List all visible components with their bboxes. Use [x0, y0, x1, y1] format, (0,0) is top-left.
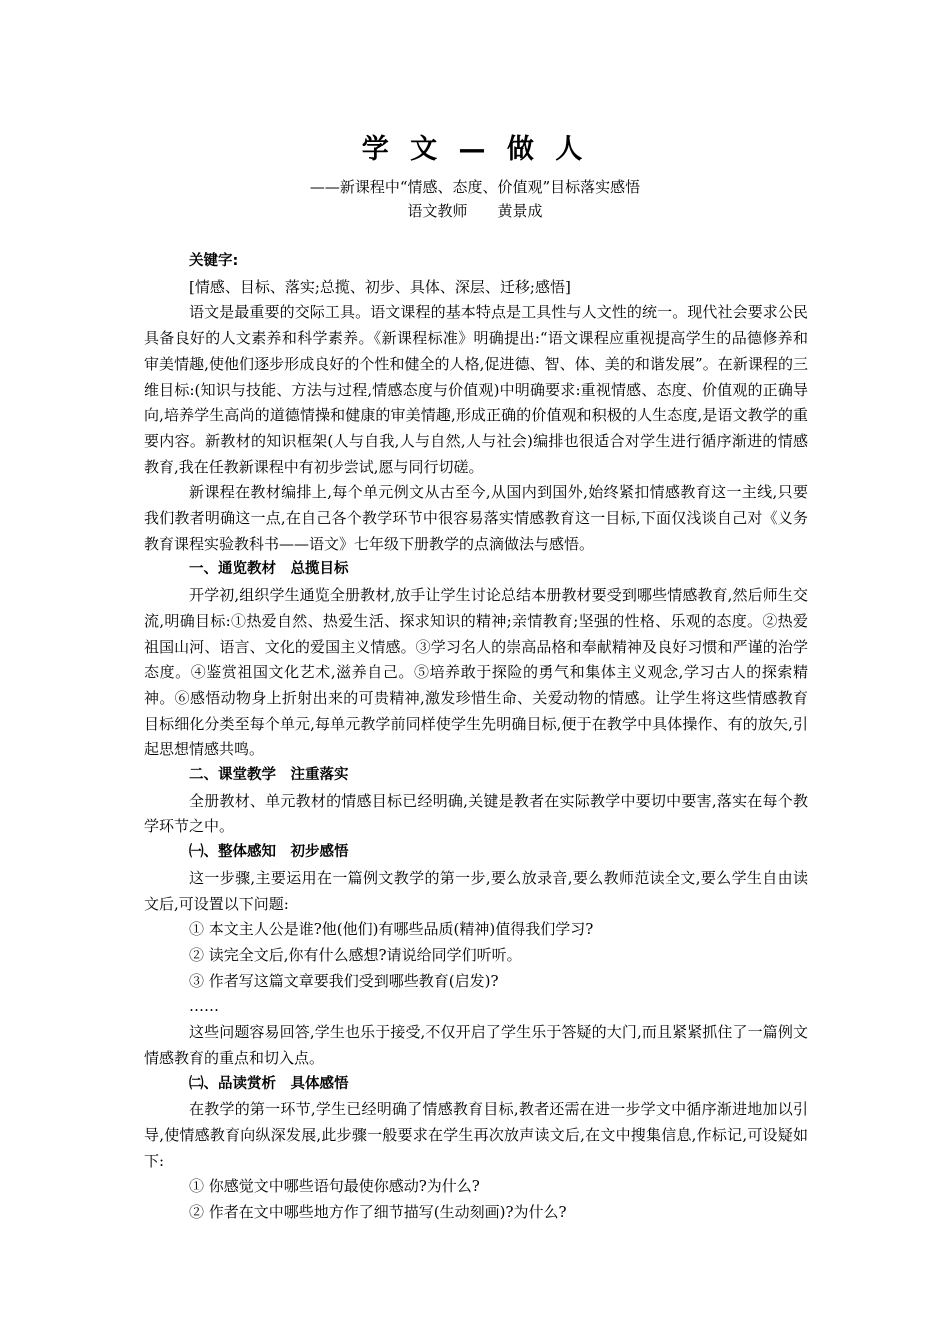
list-item: ③ 作者写这篇文章要我们受到哪些教育(启发)? — [189, 971, 499, 990]
subsection-2-questions — [144, 1174, 808, 1225]
subsection-1-conclusion: 这些问题容易回答,学生也乐于接受,不仅开启了学生乐于答疑的大门,而且紧紧抓住了一篇例文情感教育的重点和切入点。 — [144, 1023, 808, 1067]
section-2-heading: 二、课堂教学 注重落实 — [189, 767, 349, 784]
document-body — [144, 249, 808, 1226]
keywords-list: [情感、目标、落实;总揽、初步、具体、深层、迁移;感悟] — [189, 277, 571, 296]
section-1-paragraph: 开学初,组织学生通览全册教材,放手让学生讨论总结本册教材要受到哪些情感教育,然后师生交流,明确目标:①热爱自然、热爱生活、探求知识的精神;亲情教育;坚强的性格、乐观的态度。②热爱祖国山河、语言、文化的爱国主义情感。③学习名人的崇高品格和奉献精神及良好习惯和严谨的治学态度。④鉴赏祖国文化艺术,滋养自己。⑤培养敢于探险的勇气和集体主义观念,学习古人的探索精神。⑥感悟动物身上折射出来的可贵精神,激发珍惜生命、关爱动物的情感。让学生将这些情感教育目标细化分类至每个单元,每单元教学前同样使学生先明确目标,便于在教学中具体操作、有的放矢,引起思想情感共鸣。 — [144, 586, 808, 759]
intro-paragraph-1: 语文是最重要的交际工具。语文课程的基本特点是工具性与人文性的统一。现代社会要求公民具备良好的人文素养和科学素养。《新课程标准》明确提出:“语文课程应重视提高学生的品德修养和审美情趣,使他们逐步形成良好的个性和健全的人格,促进德、智、体、美的和谐发展”。在新课程的三维目标:(知识与技能、方法与过程,情感态度与价值观)中明确要求:重视情感、态度、价值观的正确导向,培养学生高尚的道德情操和健康的审美情趣,形成正确的价值观和积极的人生态度,是语文教学的重要内容。新教材的知识框架(人与自我,人与自然,人与社会)编排也很适合对学生进行循序渐进的情感教育,我在任教新课程中有初步尝试,愿与同行切磋。 — [144, 303, 808, 476]
list-item: ① 你感觉文中哪些语句最使你感动?为什么? — [189, 1177, 480, 1196]
list-item: …… — [189, 997, 219, 1016]
list-item: ① 本文主人公是谁?他(他们)有哪些品质(精神)值得我们学习? — [189, 920, 594, 939]
author-line — [0, 200, 950, 222]
keywords-label: 关键字: — [189, 253, 239, 269]
document-subtitle: ——新课程中“情感、态度、价值观”目标落实感悟 — [309, 178, 641, 196]
list-item: ② 读完全文后,你有什么感想?请说给同学们听听。 — [189, 945, 522, 964]
author-name: 黄景成 — [497, 202, 543, 220]
intro-paragraph-2: 新课程在教材编排上,每个单元例文从古至今,从国内到国外,始终紧扣情感教育这一主线,只要我们教者明确这一点,在自己各个教学环节中很容易落实情感教育这一目标,下面仅浅谈自己对《义务教育课程实验教科书——语文》七年级下册教学的点滴做法与感悟。 — [144, 483, 808, 553]
section-1-heading: 一、通览教材 总揽目标 — [189, 561, 349, 578]
subsection-2-heading: ㈡、品读赏析 具体感悟 — [189, 1075, 349, 1092]
section-2-paragraph: 全册教材、单元教材的情感目标已经明确,关键是教者在实际教学中要切中要害,落实在每个教学环节之中。 — [144, 791, 808, 836]
subsection-1-questions — [144, 917, 808, 1020]
subsection-2-paragraph: 在教学的第一环节,学生已经明确了情感教育目标,教者还需在进一步学文中循序渐进地加以引导,使情感教育向纵深发展,此步骤一般要求在学生再次放声读文后,在文中搜集信息,作标记,可设疑如下: — [144, 1100, 808, 1170]
author-role: 语文教师 — [407, 202, 468, 220]
list-item: ② 作者在文中哪些地方作了细节描写(生动刻画)?为什么? — [189, 1203, 567, 1222]
subsection-1-heading: ㈠、整体感知 初步感悟 — [189, 844, 349, 861]
document-title: 学 文 — 做 人 — [361, 134, 589, 165]
subsection-1-paragraph: 这一步骤,主要运用在一篇例文教学的第一步,要么放录音,要么教师范读全文,要么学生自由读文后,可设置以下问题: — [144, 868, 808, 913]
